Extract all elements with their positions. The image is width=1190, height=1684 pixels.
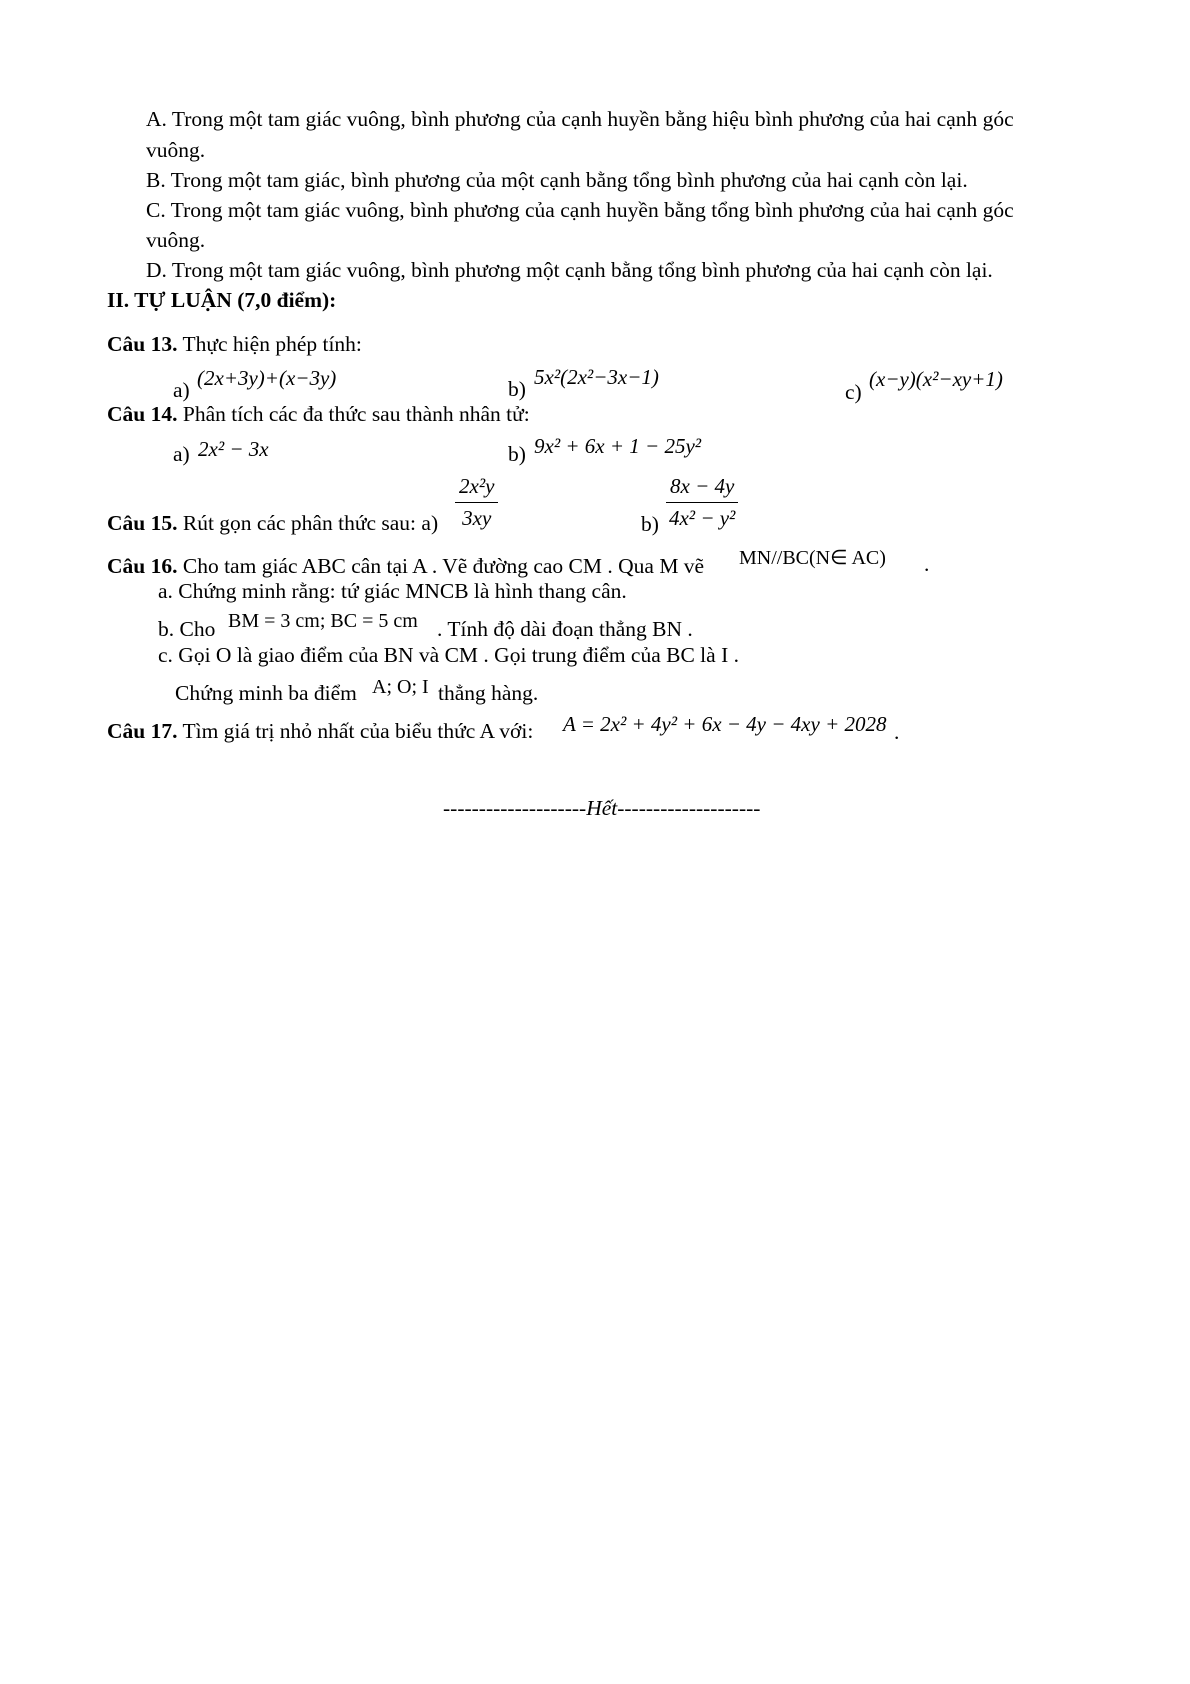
q14-a-expression: 2x² − 3x [198, 437, 269, 461]
q15-a-denominator: 3xy [462, 506, 492, 530]
question-17-label: Câu 17. [107, 719, 178, 743]
option-d: D. Trong một tam giác vuông, bình phương một cạnh bằng tổng bình phương của hai cạnh còn lại. [146, 258, 993, 282]
option-a-line1: A. Trong một tam giác vuông, bình phương của cạnh huyền bằng hiệu bình phương của hai cạnh góc [146, 107, 1014, 131]
q15-b-label: b) [641, 512, 659, 536]
question-13-text: Thực hiện phép tính: [177, 332, 362, 356]
q16-condition: MN//BC(N∈ AC) [739, 547, 886, 569]
q16-period: . [924, 552, 930, 576]
q15-a-fraction [455, 474, 498, 531]
q16-part-c2-suffix: thẳng hàng. [438, 681, 539, 705]
question-15-text: Rút gọn các phân thức sau: a) [177, 511, 439, 535]
q16-part-c: c. Gọi O là giao điểm của BN và CM . Gọi trung điểm của BC là I . [158, 643, 739, 667]
question-17-text: Tìm giá trị nhỏ nhất của biểu thức A với: [177, 719, 534, 743]
q15-a-numerator: 2x²y [455, 474, 498, 503]
question-14 [107, 402, 530, 427]
q16-part-a: a. Chứng minh rằng: tứ giác MNCB là hình thang cân. [158, 579, 627, 603]
q16-part-b-prefix: b. Cho [158, 617, 216, 641]
question-13-label: Câu 13. [107, 332, 178, 356]
question-17 [107, 719, 533, 744]
q16-part-b-given: BM = 3 cm; BC = 5 cm [228, 610, 418, 632]
q13-a-expression: (2x+3y)+(x−3y) [197, 366, 337, 390]
end-marker: --------------------Hết-------------------- [443, 796, 761, 820]
option-c-line1: C. Trong một tam giác vuông, bình phương của cạnh huyền bằng tổng bình phương của hai cạnh góc [146, 198, 1014, 222]
q15-b-fraction [666, 474, 738, 531]
question-16 [107, 554, 704, 579]
q13-c-expression: (x−y)(x²−xy+1) [869, 367, 1003, 391]
q14-b-label: b) [508, 442, 526, 466]
q15-b-denominator: 4x² − y² [668, 506, 736, 530]
q13-b-label: b) [508, 377, 526, 401]
question-16-text: Cho tam giác ABC cân tại A . Vẽ đường cao CM . Qua M vẽ [177, 554, 705, 578]
q14-b-expression: 9x² + 6x + 1 − 25y² [534, 434, 702, 458]
q16-part-c2-points: A; O; I [372, 676, 429, 698]
q17-period: . [894, 720, 900, 744]
q13-b-expression: 5x²(2x²−3x−1) [534, 365, 659, 389]
q13-c-label: c) [845, 380, 862, 404]
option-b: B. Trong một tam giác, bình phương của một cạnh bằng tổng bình phương của hai cạnh còn lại. [146, 168, 968, 192]
q17-expression: A = 2x² + 4y² + 6x − 4y − 4xy + 2028 [563, 712, 887, 736]
option-a-line2: vuông. [146, 138, 206, 162]
option-c-line2: vuông. [146, 228, 206, 252]
question-15-label: Câu 15. [107, 511, 178, 535]
q15-b-numerator: 8x − 4y [666, 474, 738, 503]
question-15 [107, 511, 438, 536]
question-13 [107, 332, 362, 357]
question-14-text: Phân tích các đa thức sau thành nhân tử: [177, 402, 530, 426]
question-14-label: Câu 14. [107, 402, 178, 426]
q13-a-label: a) [173, 378, 190, 402]
question-16-label: Câu 16. [107, 554, 178, 578]
q16-part-c2-prefix: Chứng minh ba điểm [175, 681, 357, 705]
q16-part-b-question: . Tính độ dài đoạn thẳng BN . [437, 617, 693, 641]
section-heading: II. TỰ LUẬN (7,0 điểm): [107, 288, 337, 312]
q14-a-label: a) [173, 442, 190, 466]
